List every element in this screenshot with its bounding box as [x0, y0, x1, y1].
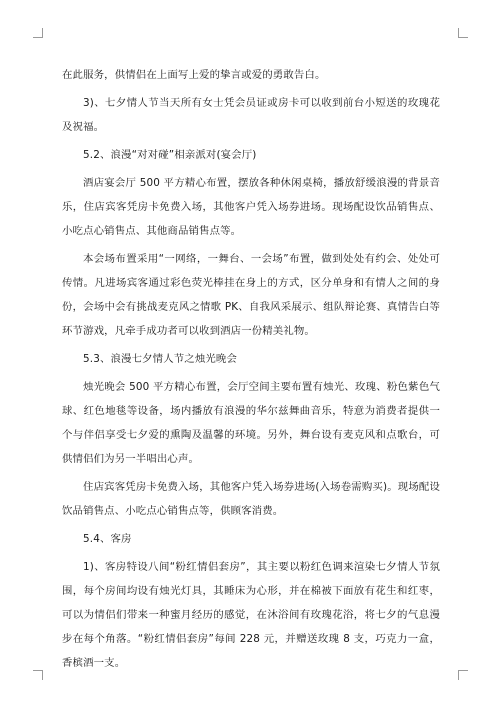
paragraph-rose-gift: 3)、七夕情人节当天所有女士凭会员证或房卡可以收到前台小短送的玫瑰花及祝福。 [62, 97, 440, 133]
corner-mark-top-right [458, 28, 468, 38]
corner-mark-top-left [33, 28, 43, 38]
paragraph-admission: 住店宾客凭房卡免费入场，其他客户凭入场券进场(入场卷需购买)。现场配设饮品销售点、小吃点心销售点等，供顾客消费。 [62, 481, 440, 517]
paragraph-venue-layout: 本会场布置采用“一网络，一舞台、一会场”布置，做到处处有约会、处处可传情。凡进场宾客通过彩色荧光棒挂在身上的方式，区分单身和有情人之间的身份，会场中会有挑战麦克风之情歌 PK、自我风采展示、组队辩论赛、真情告白等环节游戏，凡牵手成功者可以收到酒店一份精美礼物。 [62, 253, 440, 337]
corner-mark-bottom-left [33, 670, 43, 680]
paragraph-banquet-hall: 酒店宴会厅 500 平方精心布置，摆放各种休闲桌椅，播放舒缓浪漫的背景音乐，住店宾客凭房卡免费入场，其他客户凭入场券进场。现场配设饮品销售点、小吃点心销售点、其他商品销售点等。 [62, 177, 440, 237]
corner-mark-bottom-right [458, 670, 468, 680]
section-heading-5-4: 5.4、客房 [83, 533, 132, 545]
paragraph-guest-rooms: 1)、客房特设八间“粉红情侣套房”，其主要以粉红色调来渲染七夕情人节氛围，每个房间均设有烛光灯具，其睡床为心形，并在棉被下面放有花生和红枣，可以为情侣们带来一种蜜月经历的感觉，在沐浴间有玫瑰花浴，将七夕的气息漫步在每个角落。“粉红情侣套房”每间 228 元，并赠送玫瑰 8 支，巧克力一盒，香槟酒一支。 [62, 561, 440, 669]
section-heading-5-3: 5.3、浪漫七夕情人节之烛光晚会 [83, 353, 238, 365]
document-body [62, 63, 440, 679]
paragraph-candlelight-party: 烛光晚会 500 平方精心布置，会厅空间主要布置有烛光、玫瑰、粉色紫色气球、红色地毯等设备，场内播放有浪漫的华尔兹舞曲音乐，特意为消费者提供一个与伴侣享受七夕爱的熏陶及温馨的环境。另外，舞台设有麦克风和点歌台，可供情侣们为另一半唱出心声。 [62, 381, 440, 465]
paragraph-service-note: 在此服务，供情侣在上面写上爱的挚言或爱的勇敢告白。 [62, 69, 326, 81]
section-heading-5-2: 5.2、浪漫“对对碰”相亲派对(宴会厅) [83, 149, 257, 161]
